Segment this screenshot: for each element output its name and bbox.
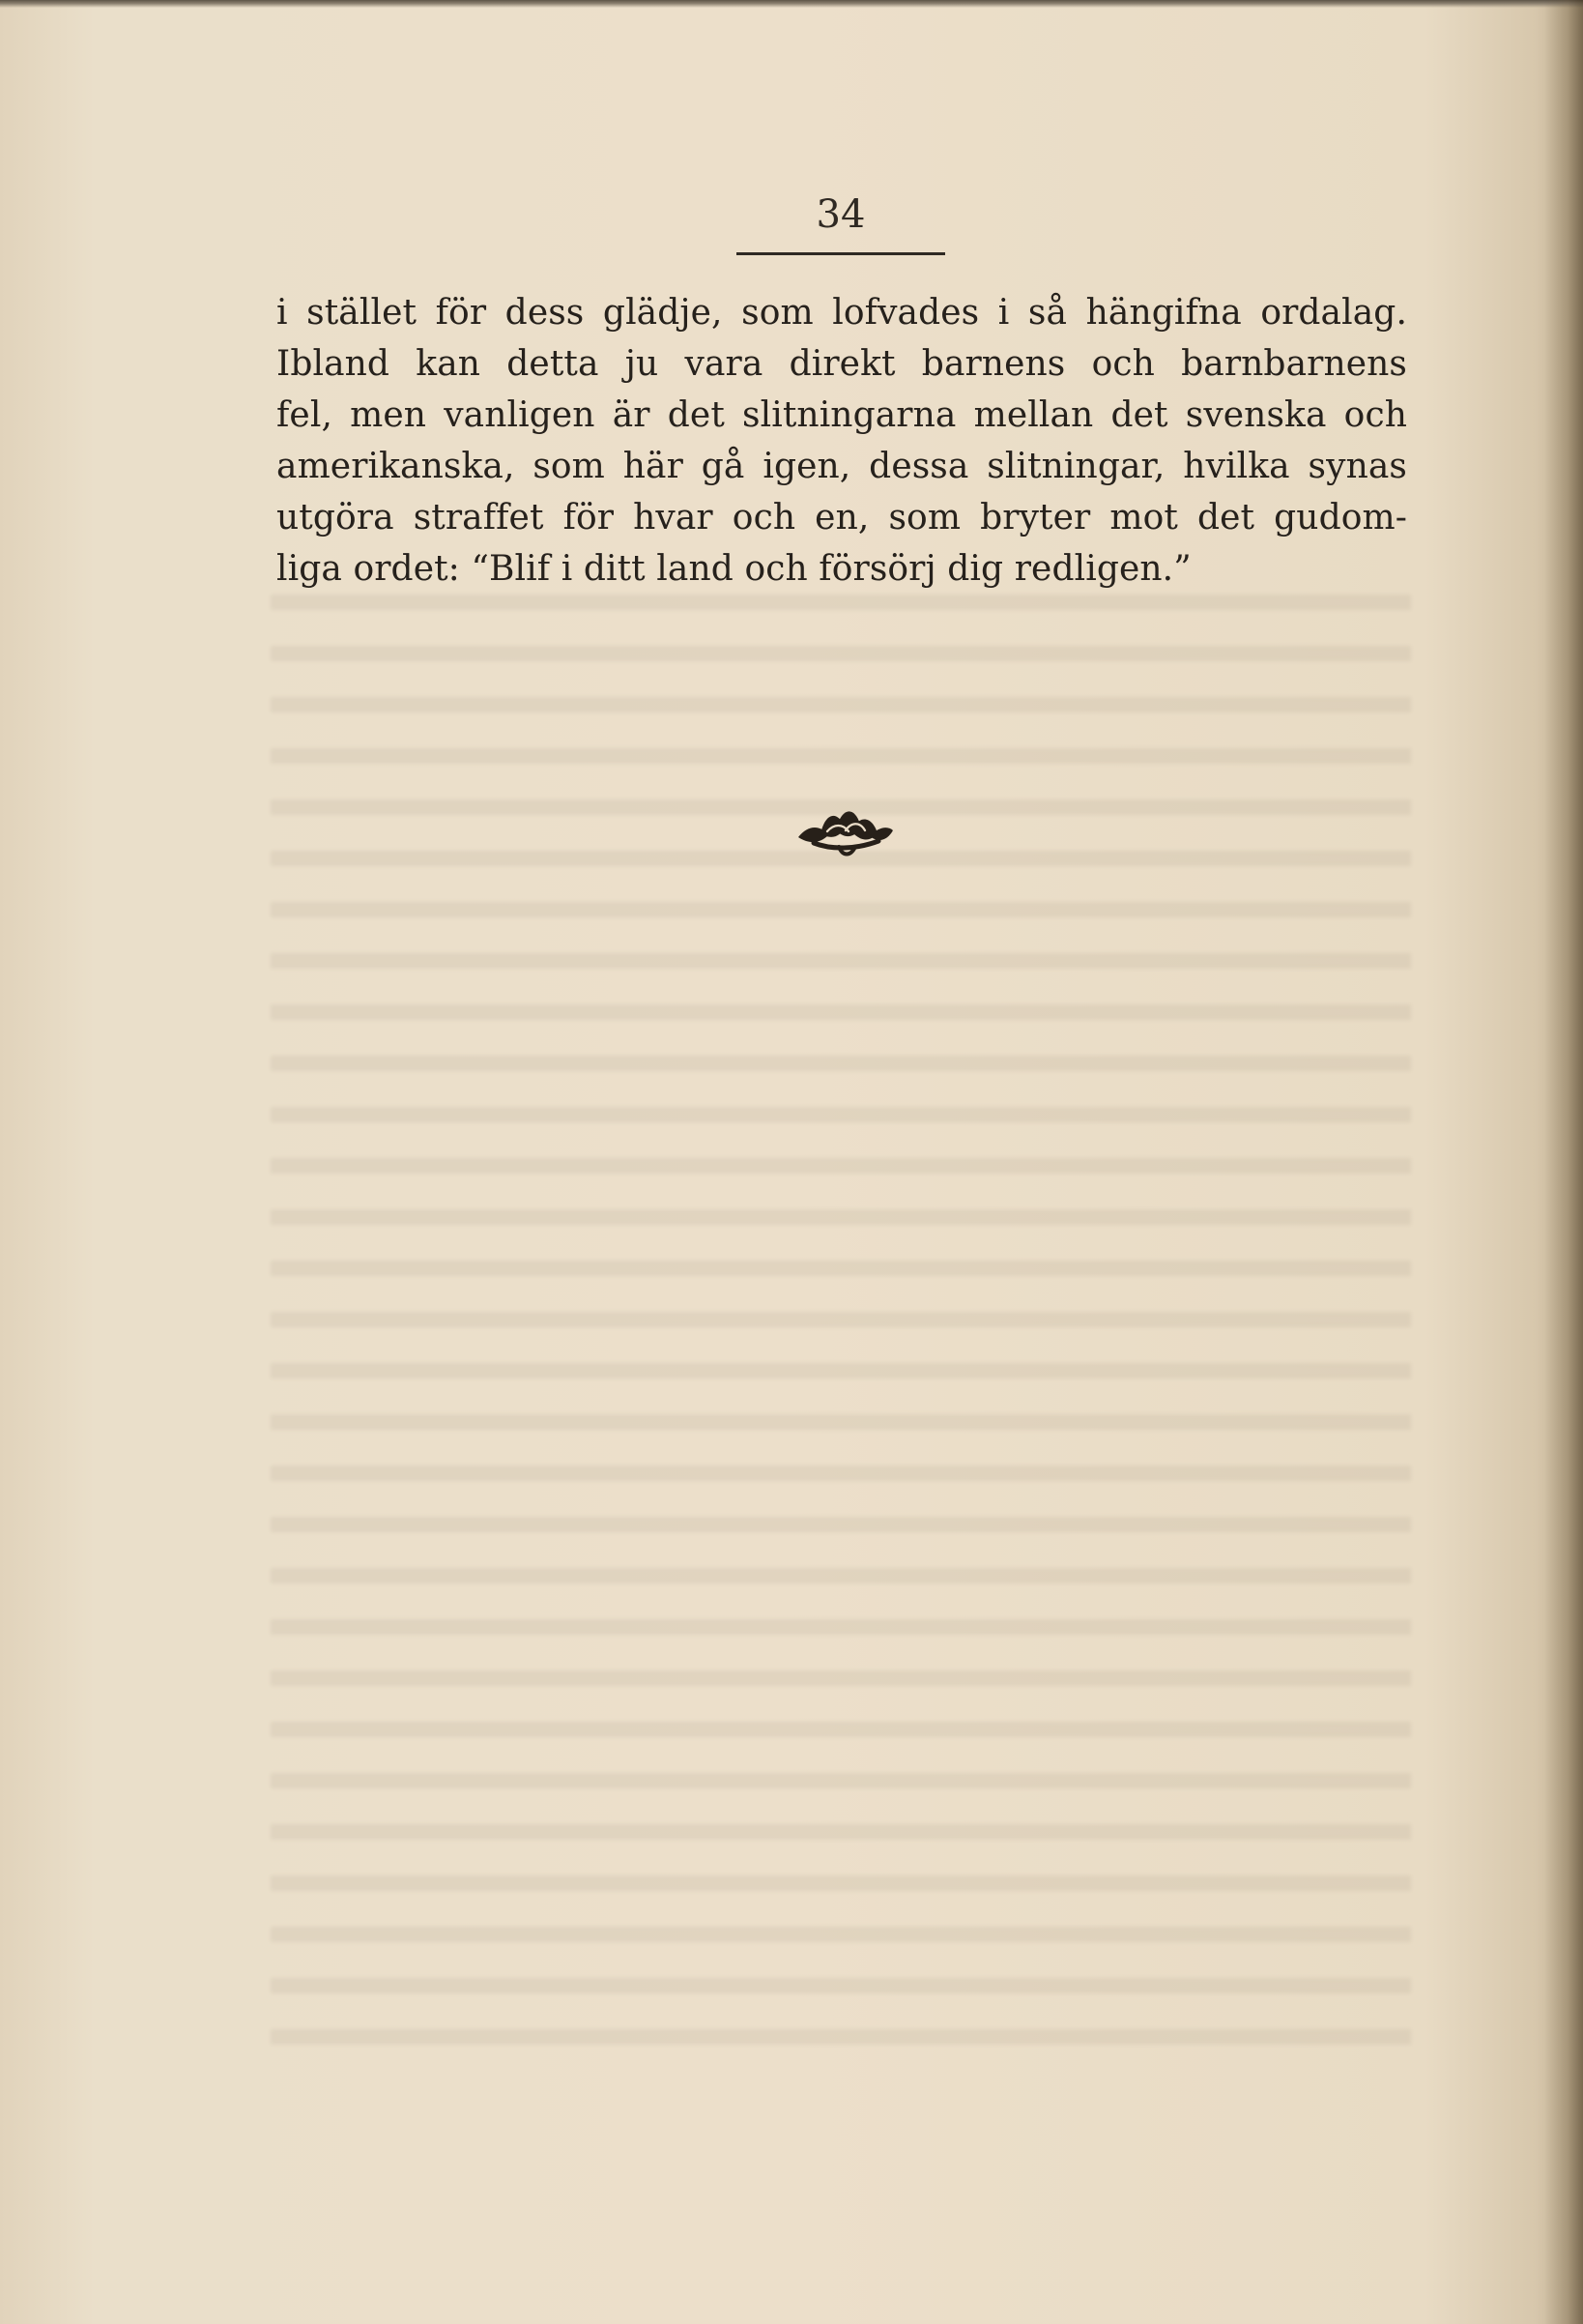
page-number: 34 (816, 192, 866, 237)
binding-shadow (1544, 0, 1583, 2324)
text-line-2: Ibland kan detta ju vara direkt barnens och barnbarnens (276, 344, 1407, 384)
text-line-3: fel, men vanligen är det slitningarna mellan det svenska och (276, 395, 1407, 435)
text-line-5: utgöra straffet för hvar och en, som bryter mot det gudom- (276, 498, 1407, 537)
body-text (276, 287, 1407, 595)
text-line-4: amerikanska, som här gå igen, dessa slitningar, hvilka synas (276, 447, 1407, 486)
text-line-1: i stället för dess glädje, som lofvades i så hängifna ordalag. (276, 293, 1407, 333)
page-number-rule (736, 252, 945, 255)
text-line-6: liga ordet: “Blif i ditt land och försörj dig redligen.” (276, 549, 1192, 589)
top-edge-shadow (0, 0, 1583, 8)
floral-ornament-icon (791, 800, 897, 858)
